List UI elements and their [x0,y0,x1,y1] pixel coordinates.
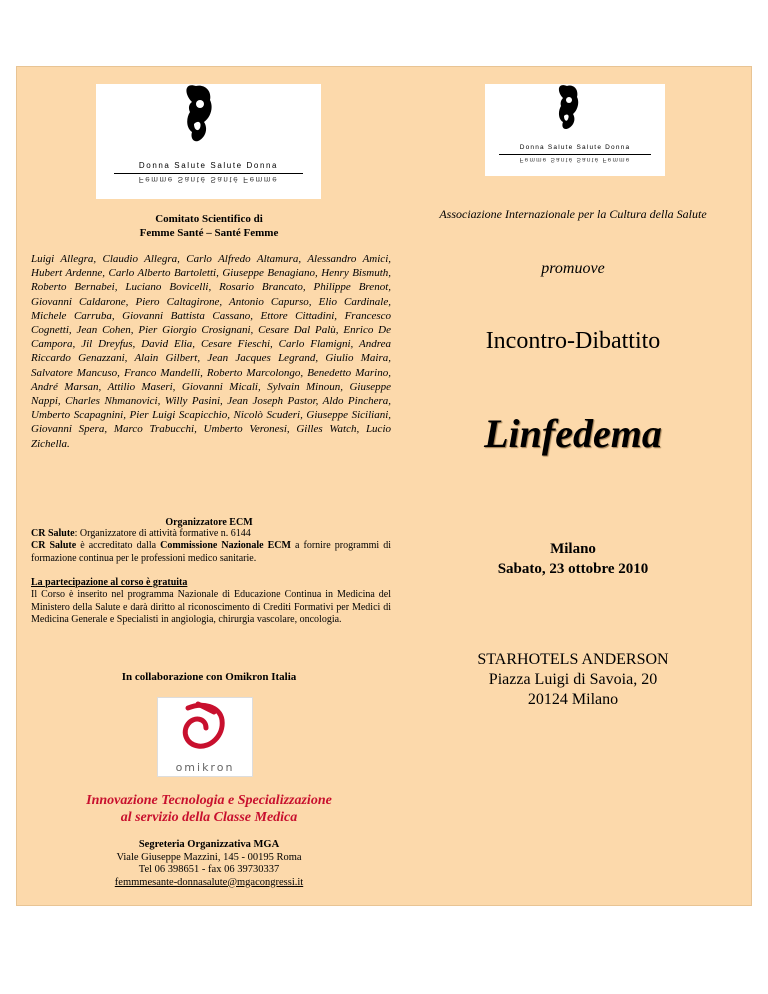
donna-salute-logo-left [96,84,321,199]
tagline-line2: al servizio della Classe Medica [120,810,298,825]
free-participation [31,577,391,626]
omikron-wordmark: omikron [175,761,235,774]
association-name: Associazione Internazionale per la Cultura della Salute [439,207,707,221]
tagline-line1: Innovazione Tecnologia e Specializzazione [86,793,332,808]
collab-text: In collaborazione con Omikron Italia [121,671,297,683]
ecm-line-1 [31,528,391,540]
event-date: Sabato, 23 ottobre 2010 [497,561,649,577]
donna-salute-logo-right [485,84,665,176]
venue-name: STARHOTELS ANDERSON [477,651,669,668]
logo-wordmark: Donna Salute Salute Donna [138,161,279,170]
omikron-logo [157,697,253,777]
cr-salute-label: CR Salute [31,528,75,539]
cr-salute-label: CR Salute [31,540,77,552]
logo-wordmark-reflected: Femme Santé Santé Femme [138,175,279,184]
event-type: Incontro-Dibattito [485,328,661,354]
free-text: Il Corso è inserito nel programma Nazionale di Educazione Continua in Medicina del Ministero della Salute e darà diritto al riconoscimento di Crediti Formativi per Medici di Medicina Generale e Specialisti in angiologia, chirurgia vascolare, oncologia. [31,589,391,625]
secretariat-address: Viale Giuseppe Mazzini, 145 - 00195 Roma [116,851,302,863]
event-when [393,539,753,579]
logo-wordmark: Donna Salute Salute Donna [519,144,631,151]
brochure-sheet [16,66,752,906]
ecm-title: Organizzatore ECM [165,517,253,528]
event-city: Milano [550,541,596,557]
committee-title-line2: Femme Santé – Santé Femme [139,227,279,239]
promuove-text: promuove [541,260,605,277]
ecm-line-2-text: è accreditato dalla [76,540,161,552]
venue-street: Piazza Luigi di Savoia, 20 [488,671,658,688]
committee-names: Luigi Allegra, Claudio Allegra, Carlo Alfredo Altamura, Alessandro Amici, Hubert Ardenne, Carlo Alberto Bartoletti, Giuseppe Benagiano, Henry Bismuth, Roberto Bernabei, Luciano Bovicelli, Rosario Brancato, Philippe Brenot, Giovanni Caldarone, Piero Caltagirone, Antonio Capurso, Elio Cardinale, Michele Carruba, Giovanni Battista Cassano, Ettore Cittadini, Francesco Cognetti, Jean Cohen, Pier Giorgio Crosignani, Cesare Dal Palù, Enrico De Campora, Jil Dreyfus, David Elia, Cesare Fieschi, Carlo Flamigni, Andrea Riccardo Genazzani, Alain Gilbert, Jean Jacques Legrand, Giulio Maira, Salvatore Mancuso, Franco Mandelli, Roberto Marcolongo, Benedetto Marino, André Marsan, Attilio Maseri, Giovanni Micali, Sylvain Minoun, Giuseppe Nappi, Charles Nhmanovici, Willy Pasini, Jean Joseph Pastor, Aldo Pinchera, Umberto Scapagnini, Pier Luigi Scapicchio, Nicolò Scuderi, Giuseppe Siciliani, Giovanni Spera, Marco Trabucchi, Umberto Veronesi, Gilles Watch, Lucio Zichella. [31,253,391,450]
logo-wordmark-reflected: Femme Santé Santé Femme [519,156,631,163]
woman-silhouette-icon [96,84,321,154]
ecm-line-2-rest: a fornire programmi di formazione continua per le professioni medico sanitarie. [31,540,392,564]
secretariat-title: Segreteria Organizzativa MGA [138,839,280,850]
event-venue [393,650,753,710]
logo-rule [114,173,303,174]
committee-heading [71,212,347,240]
event-title: Linfedema [484,411,662,456]
ecm-line-2 [31,540,391,565]
ecm-info [31,528,391,565]
secretariat [71,839,347,889]
commission-label: Commissione Nazionale ECM [160,540,291,552]
omikron-mark-icon [158,698,252,756]
free-title: La partecipazione al corso è gratuita [31,577,188,588]
committee-title-line1: Comitato Scientifico di [155,213,263,225]
secretariat-phone: Tel 06 398651 - fax 06 39730337 [138,864,280,875]
woman-silhouette-icon [485,84,665,140]
secretariat-email[interactable]: femmmesante-donnasalute@mgacongressi.it [114,876,304,888]
logo-rule [499,154,651,155]
venue-city: 20124 Milano [527,691,619,708]
ecm-line-1-text: : Organizzatore di attività formative n. 6144 [74,528,251,539]
omikron-tagline [41,792,377,826]
